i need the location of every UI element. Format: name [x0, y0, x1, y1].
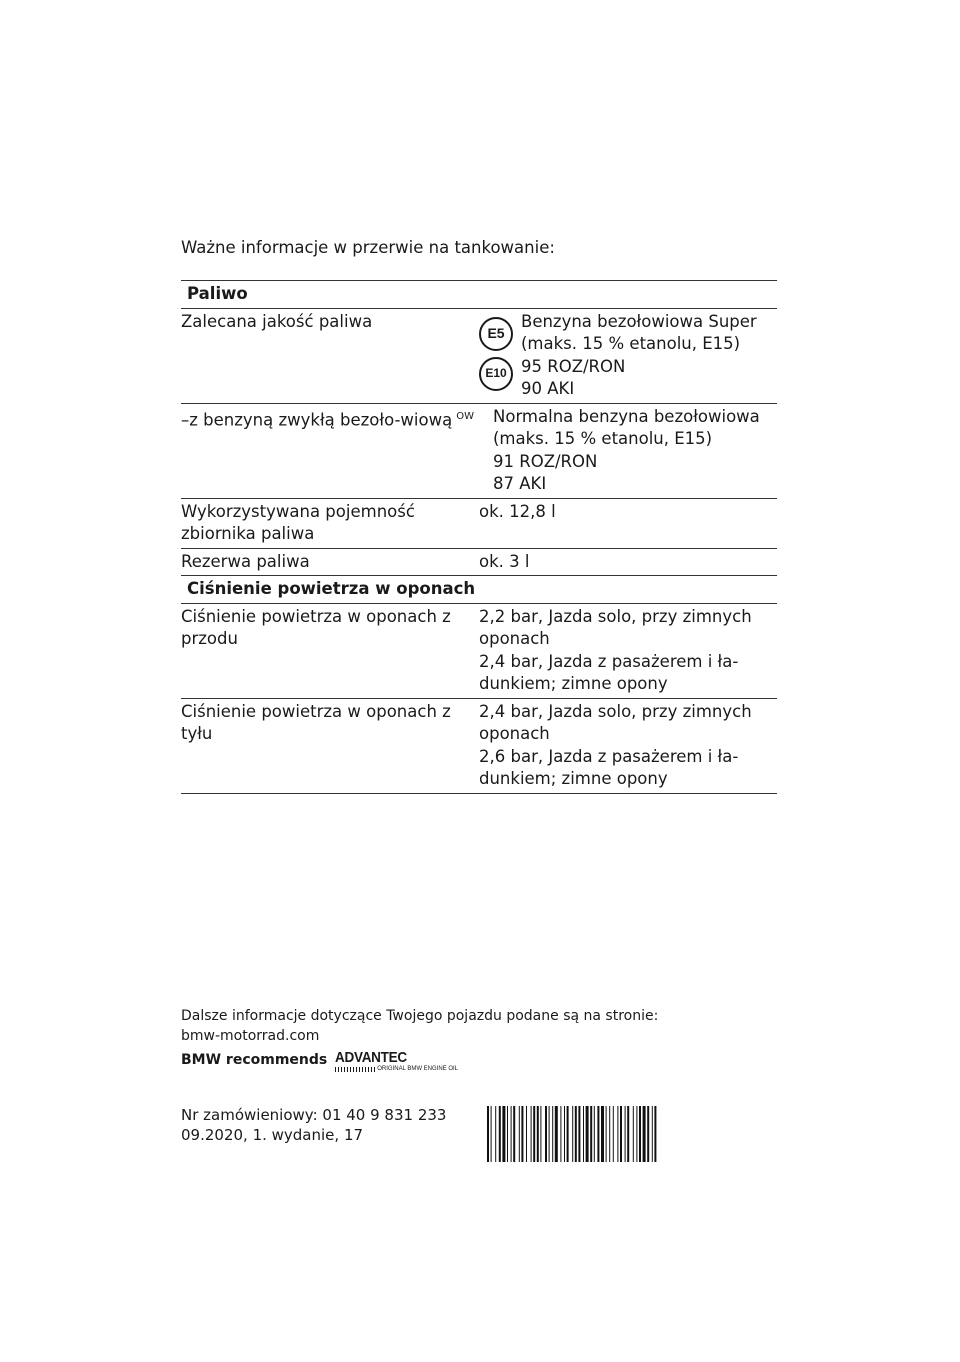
advantec-logo [335, 1050, 458, 1072]
row-label: Zalecana jakość paliwa [181, 311, 373, 331]
table-row [181, 549, 777, 577]
e5-fuel-icon: E5 [479, 317, 513, 351]
table-row [181, 604, 777, 699]
website-link[interactable]: bmw-motorrad.com [181, 1028, 320, 1044]
row-label-text: –z benzyną zwykłą bezoło-wiową [181, 410, 453, 429]
footer-info-text: Dalsze informacje dotyczące Twojego pojazdu podane są na stronie: [181, 1008, 659, 1024]
row-label: Ciśnienie powietrza w oponach z przodu [181, 606, 451, 648]
table-row [181, 309, 777, 404]
value-line: 95 ROZ/RON [521, 356, 626, 376]
row-value-lines [521, 311, 757, 401]
order-number: Nr zamówieniowy: 01 40 9 831 233 [181, 1106, 447, 1124]
row-label [181, 406, 493, 496]
value-line: Benzyna bezołowiowa Super [521, 311, 757, 331]
row-value [479, 501, 777, 546]
table-row [181, 699, 777, 794]
value-line: 91 ROZ/RON [493, 451, 598, 471]
logo-sub [335, 1066, 458, 1072]
recommends-text: BMW recommends [181, 1052, 328, 1068]
value-line: 2,6 bar, Jazda z pasażerem i ła-dunkiem; zimne opony [479, 746, 739, 788]
bmw-recommends [181, 1050, 458, 1072]
section-header-tire-pressure [181, 576, 777, 604]
value-line: 2,4 bar, Jazda z pasażerem i ła-dunkiem; zimne opony [479, 651, 739, 693]
row-value [479, 701, 777, 791]
barcode-icon [485, 1106, 777, 1162]
value-line: (maks. 15 % etanolu, E15) [493, 429, 713, 448]
order-info [181, 1105, 446, 1145]
spec-table [181, 280, 777, 794]
value-line: 87 AKI [493, 474, 547, 493]
section-title: Ciśnienie powietrza w oponach [187, 579, 476, 598]
value-line: ok. 12,8 l [479, 501, 556, 521]
row-value [493, 406, 777, 496]
fuel-badges [479, 311, 521, 401]
value-line: 2,2 bar, Jazda solo, przy zimnych oponach [479, 606, 752, 648]
value-line: (maks. 15 % etanolu, E15) [521, 334, 741, 353]
logo-wordmark: ADVANTEC [335, 1049, 408, 1066]
value-line: ok. 3 l [479, 551, 530, 571]
table-row [181, 499, 777, 549]
row-label: Wykorzystywana pojemność zbiornika paliwa [181, 501, 415, 543]
row-value [479, 311, 777, 401]
ow-superscript: OW [456, 410, 474, 422]
section-title: Paliwo [187, 284, 248, 303]
intro-heading: Ważne informacje w przerwie na tankowanie: [181, 238, 555, 257]
footer-info [181, 1006, 658, 1046]
e10-fuel-icon: E10 [479, 357, 513, 391]
row-label: Rezerwa paliwa [181, 551, 310, 571]
value-line: Normalna benzyna bezołowiowa [493, 406, 760, 426]
section-header-fuel [181, 281, 777, 309]
row-label: Ciśnienie powietrza w oponach z tyłu [181, 701, 451, 743]
edition-info: 09.2020, 1. wydanie, 17 [181, 1126, 364, 1144]
value-line: 2,4 bar, Jazda solo, przy zimnych oponach [479, 701, 752, 743]
table-row [181, 404, 777, 499]
logo-bars-icon [335, 1067, 375, 1072]
row-value [479, 551, 777, 574]
row-value [479, 606, 777, 696]
value-line: 90 AKI [521, 379, 575, 398]
logo-subtext: ORIGINAL BMW ENGINE OIL [377, 1066, 459, 1072]
